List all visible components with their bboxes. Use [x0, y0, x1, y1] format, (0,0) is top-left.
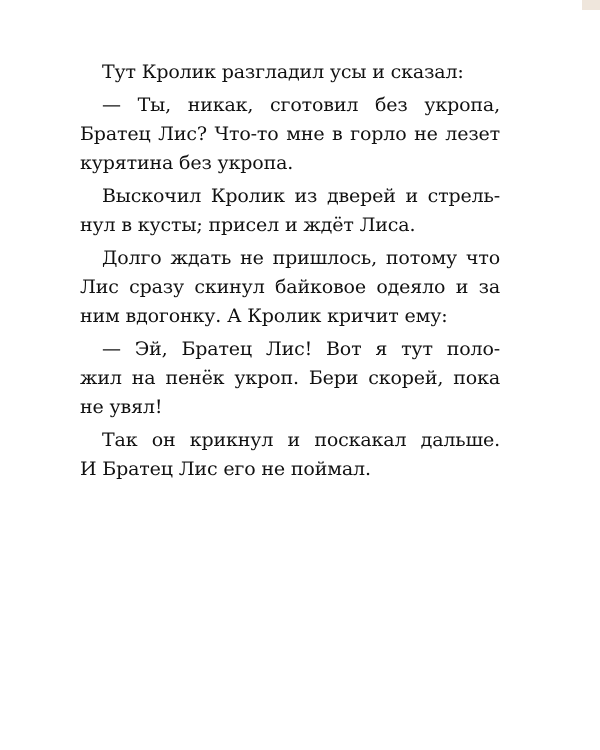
text-line: И Братец Лис его не поймал.	[80, 458, 371, 480]
text-line: курятина без укропа.	[80, 152, 294, 174]
text-line: Тут Кролик разгладил усы и сказал:	[102, 61, 464, 83]
text-line: Выскочил Кролик из дверей и стрель-	[102, 185, 500, 207]
text-line: не увял!	[80, 396, 163, 418]
paragraph-2	[80, 91, 500, 178]
paragraph-5	[80, 335, 500, 422]
paragraph-6	[80, 426, 500, 484]
text-line: Братец Лис? Что-то мне в горло не лезет	[80, 123, 500, 145]
text-line: Лис сразу скинул байковое одеяло и за	[80, 276, 500, 298]
text-line: Долго ждать не пришлось, потому что	[102, 247, 500, 269]
story-text	[80, 58, 500, 488]
text-line: — Ты, никак, сготовил без укропа,	[102, 94, 500, 116]
text-line: жил на пенёк укроп. Бери скорей, пока	[80, 367, 500, 389]
text-line: ним вдогонку. А Кролик кричит ему:	[80, 305, 448, 327]
text-line: нул в кусты; присел и ждёт Лиса.	[80, 214, 416, 236]
page-corner-edge	[582, 0, 600, 10]
text-line: Так он крикнул и поскакал дальше.	[102, 429, 500, 451]
paragraph-1	[80, 58, 500, 87]
paragraph-4	[80, 244, 500, 331]
text-line: — Эй, Братец Лис! Вот я тут поло-	[102, 338, 500, 360]
paragraph-3	[80, 182, 500, 240]
